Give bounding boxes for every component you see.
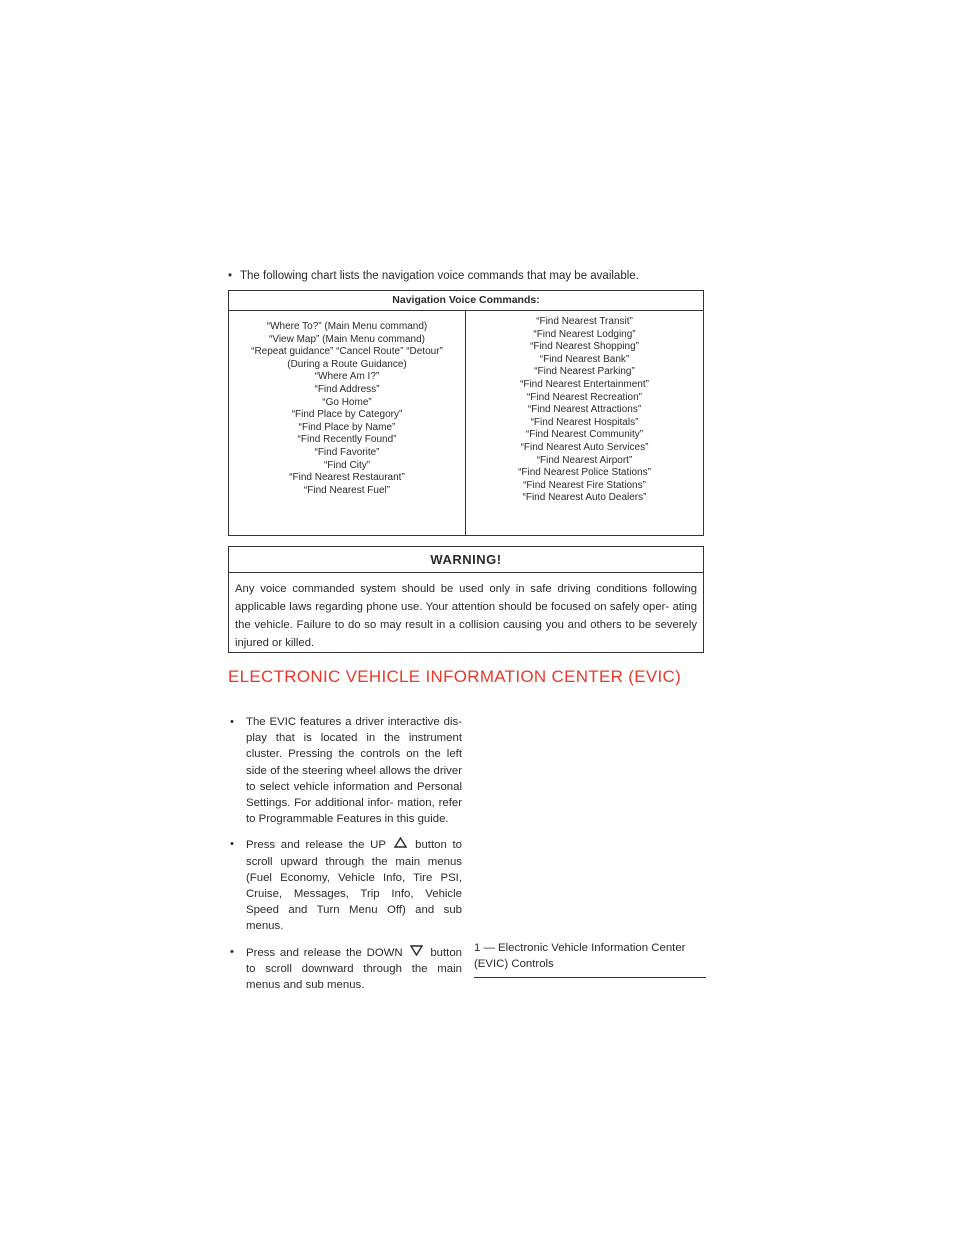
command-item: “Find Nearest Auto Dealers” (522, 492, 647, 504)
table-body (229, 311, 703, 536)
table-header: Navigation Voice Commands: (229, 291, 703, 311)
command-item: (During a Route Guidance) (287, 358, 407, 370)
command-item: “Find Place by Name” (298, 421, 396, 433)
command-item: “Where Am I?” (314, 371, 380, 383)
command-item: “View Map” (Main Menu command) (269, 333, 425, 345)
voice-commands-table (228, 290, 704, 536)
list-item (228, 944, 462, 994)
command-item: “Find Address” (314, 383, 380, 395)
list-item-text: button to scroll upward through the main menus (Fuel Economy, Vehicle Info, Tire PSI, Cruise, Messages, Trip Info, Vehicle Speed and Turn Menu Off) and sub menus. (246, 839, 462, 933)
command-item: “Find Nearest Fire Stations” (523, 479, 646, 491)
table-right-column (466, 311, 703, 536)
command-item: “Find Nearest Fuel” (303, 484, 391, 496)
intro-text: The following chart lists the navigation voice commands that may be available. (240, 270, 639, 282)
command-item: “Find Nearest Bank” (539, 353, 630, 365)
warning-title: WARNING! (229, 547, 703, 573)
down-triangle-icon (408, 944, 426, 960)
command-item: “Find City” (323, 459, 371, 471)
command-item: “Find Recently Found” (297, 434, 397, 446)
command-item: “Find Nearest Community” (525, 429, 644, 441)
command-item: “Find Nearest Restaurant” (289, 472, 405, 484)
warning-box (228, 546, 704, 653)
evic-bullet-list (228, 714, 462, 1002)
command-item: “Find Favorite” (314, 446, 380, 458)
command-item: “Find Nearest Police Stations” (518, 467, 651, 479)
command-item: “Find Nearest Hospitals” (530, 416, 639, 428)
command-item: “Find Nearest Recreation” (526, 391, 643, 403)
bullet-dot: • (230, 838, 234, 851)
up-triangle-icon (391, 836, 409, 852)
table-left-column (229, 311, 466, 536)
command-item: “Find Nearest Lodging” (533, 328, 636, 340)
command-item: “Find Nearest Shopping” (530, 341, 639, 353)
command-item: “Where To?” (Main Menu command) (266, 321, 428, 332)
list-item-text: button to scroll downward through the main menus and sub menus. (246, 946, 462, 992)
list-item (228, 836, 462, 934)
command-item: “Find Place by Category” (291, 409, 403, 421)
figure-caption: 1 — Electronic Vehicle Information Center (EVIC) Controls (474, 940, 706, 978)
command-item: “Find Nearest Attractions” (527, 404, 642, 416)
list-item-text: The EVIC features a driver interactive dis- play that is located in the instrument cluster. Pressing the controls on the left side of the steering wheel allows the driver to select vehicle information and Personal Settings. For additional infor- mation, refer to Programmable Features in this guide. (246, 716, 462, 826)
command-item: “Find Nearest Airport” (536, 454, 633, 466)
intro-bullet (228, 270, 708, 282)
list-item (228, 714, 462, 827)
list-item-text: Press and release the UP (246, 839, 386, 852)
bullet-dot: • (230, 945, 234, 958)
command-item: “Find Nearest Auto Services” (520, 441, 649, 453)
bullet-dot: • (228, 270, 233, 282)
bullet-dot: • (230, 716, 234, 728)
list-item-text: Press and release the DOWN (246, 946, 403, 959)
command-item: “Repeat guidance” “Cancel Route” “Detour” (251, 346, 443, 358)
command-item: “Go Home” (322, 396, 372, 408)
command-item: “Find Nearest Parking” (534, 366, 635, 378)
warning-text: Any voice commanded system should be used only in safe driving conditions following applicable laws regarding phone use. Your attention should be focused on safely oper- ating the vehicle. Failure to do so may result in a collision causing you and others to be severely injured or killed. (235, 583, 697, 649)
command-item: “Find Nearest Transit” (536, 316, 633, 327)
command-item: “Find Nearest Entertainment” (520, 378, 649, 390)
section-title: ELECTRONIC VEHICLE INFORMATION CENTER (EVIC) (228, 667, 682, 686)
